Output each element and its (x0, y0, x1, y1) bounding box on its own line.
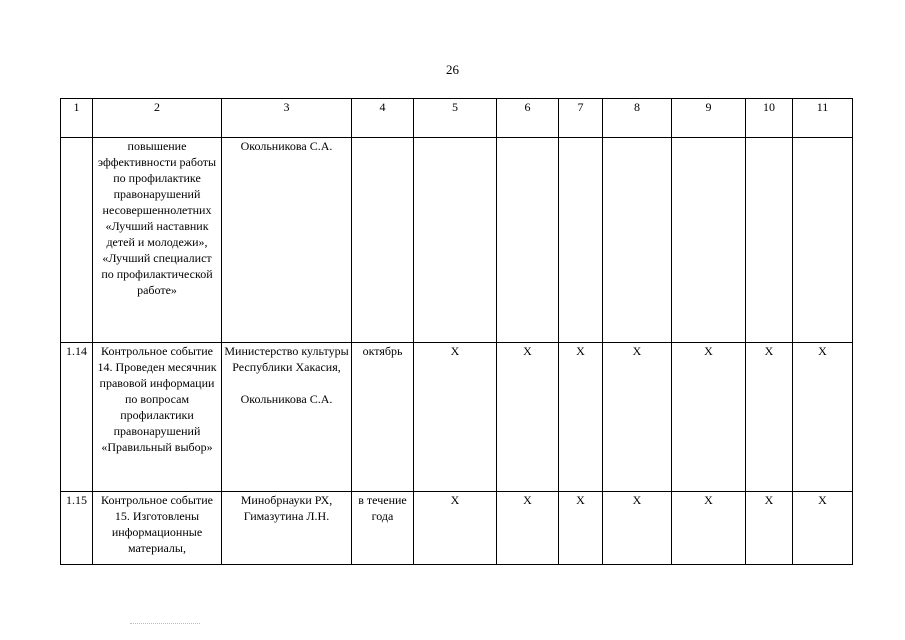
header-row (61, 99, 853, 138)
item-number (61, 138, 93, 343)
table-cell: Х (793, 343, 853, 492)
table-cell: Х (672, 343, 746, 492)
column-header: 3 (222, 99, 352, 138)
table-row (61, 492, 853, 565)
item-number: 1.15 (61, 492, 93, 565)
deadline (352, 138, 414, 343)
column-header: 4 (352, 99, 414, 138)
deadline: октябрь (352, 343, 414, 492)
table-cell: Х (746, 343, 793, 492)
column-header: 8 (603, 99, 672, 138)
column-header: 2 (93, 99, 222, 138)
event-description: Контрольное событие 15. Изготовлены информационные материалы, (93, 492, 222, 565)
column-header: 11 (793, 99, 853, 138)
event-description: Контрольное событие 14. Проведен месячник правовой информации по вопросам профилактики правонарушений «Правильный выбор» (93, 343, 222, 492)
table-cell: Х (414, 343, 497, 492)
table-cell: Х (414, 492, 497, 565)
table-cell: Х (497, 492, 559, 565)
table-cell (559, 138, 603, 343)
event-description: повышение эффективности работы по профилактике правонарушений несовершеннолетних «Лучший наставник детей и молодежи», «Лучший специалист по профилактической работе» (93, 138, 222, 343)
table-cell (497, 138, 559, 343)
table-cell (746, 138, 793, 343)
plan-table (60, 98, 853, 565)
column-header: 1 (61, 99, 93, 138)
item-number: 1.14 (61, 343, 93, 492)
table-cell: Х (559, 492, 603, 565)
table-cell (414, 138, 497, 343)
column-header: 7 (559, 99, 603, 138)
table-cell (672, 138, 746, 343)
column-header: 9 (672, 99, 746, 138)
table-cell: Х (497, 343, 559, 492)
table-cell: Х (793, 492, 853, 565)
table-cell: Х (559, 343, 603, 492)
table-cell: Х (603, 492, 672, 565)
table-cell (793, 138, 853, 343)
scan-artifact (130, 623, 200, 625)
responsible-executor: Министерство культуры Республики Хакасия, Окольникова С.А. (222, 343, 352, 492)
table-row (61, 138, 853, 343)
responsible-executor: Окольникова С.А. (222, 138, 352, 343)
column-header: 10 (746, 99, 793, 138)
table-cell: Х (603, 343, 672, 492)
table-row (61, 343, 853, 492)
column-header: 6 (497, 99, 559, 138)
page-number: 26 (446, 62, 459, 77)
responsible-executor: Минобрнауки РХ, Гимазутина Л.Н. (222, 492, 352, 565)
deadline: в течение года (352, 492, 414, 565)
table-cell: Х (746, 492, 793, 565)
column-header: 5 (414, 99, 497, 138)
table-cell: Х (672, 492, 746, 565)
table-cell (603, 138, 672, 343)
